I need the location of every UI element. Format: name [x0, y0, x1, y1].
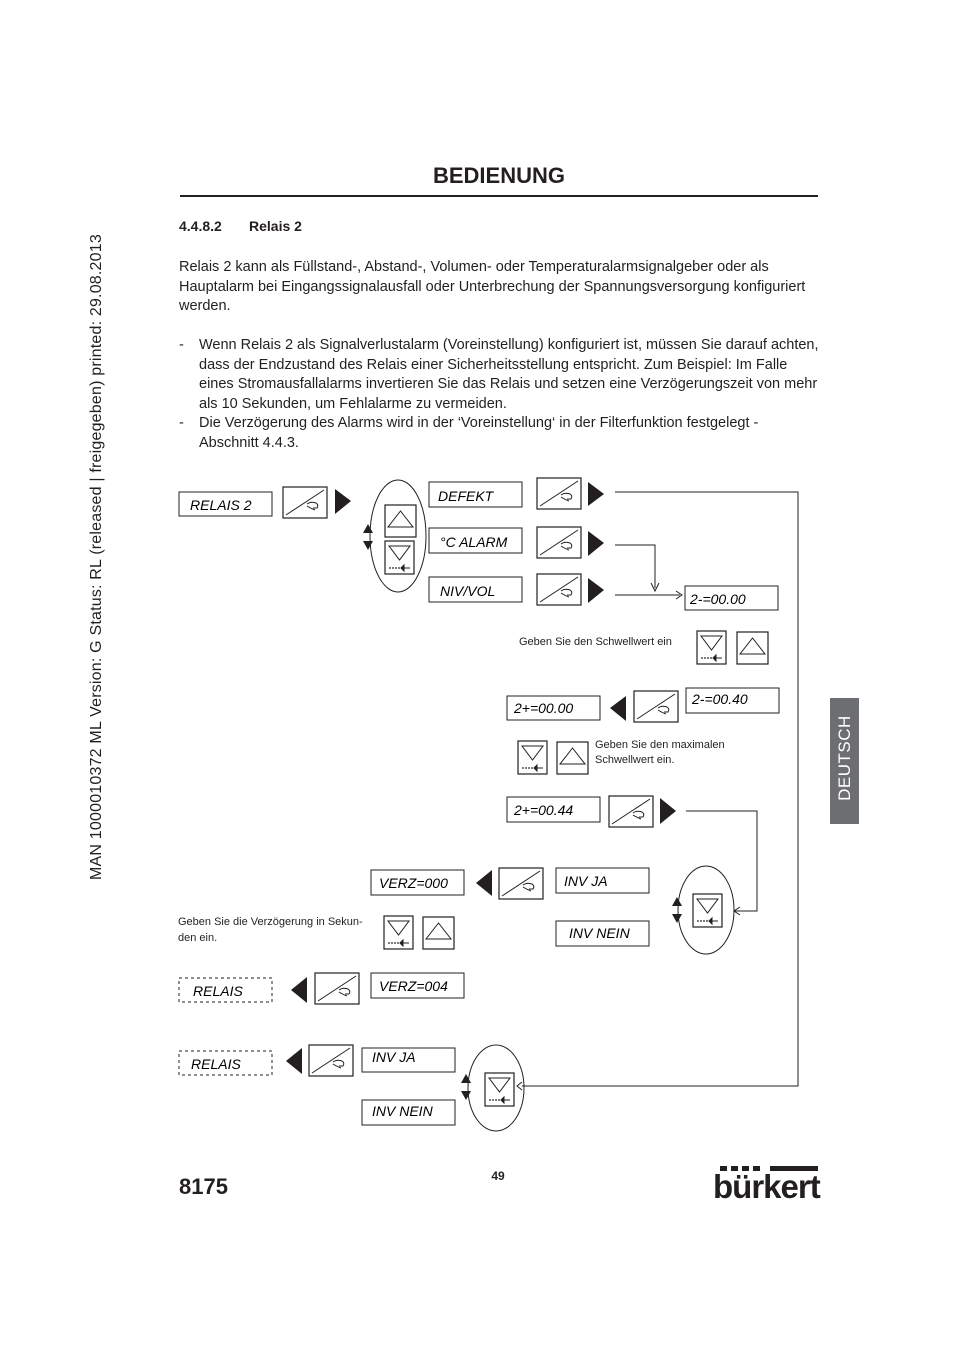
language-tab-label: DEUTSCH: [835, 715, 854, 801]
list-item-text: Wenn Relais 2 als Signalverlustalarm (Voreinstellung) konfiguriert ist, müssen Sie darauf achten, dass der Endzustand des Relais einer Sicherheitsstellung entspricht. Zum Beispiel: Im Falle eines Stromausfallalarms invertieren Sie das Relais und setzen eine Verzögerungszeit von mehr als 10 Sekunden, um Fehlalarme zu vermeiden.: [199, 337, 819, 412]
up-button: [737, 632, 768, 664]
lcd-niv-vol: NIV/VOL: [440, 583, 496, 599]
lcd-low-threshold-set: 2-=00.40: [692, 691, 748, 707]
down-button: [384, 916, 413, 949]
lcd-high-threshold-set: 2+=00.44: [514, 802, 574, 818]
down-button: [697, 631, 726, 664]
note-delay-line1: Geben Sie die Verzögerung in Sekun-: [178, 916, 363, 928]
enter-button: [315, 973, 359, 1004]
enter-button: [537, 527, 581, 558]
up-button: [557, 742, 588, 774]
enter-button: [537, 574, 581, 605]
arrow-right-icon: [660, 798, 676, 824]
arrow-left-icon: [476, 870, 492, 896]
note-delay-line2: den ein.: [178, 932, 218, 944]
enter-button: [499, 868, 543, 899]
section-number: 4.4.8.2: [179, 218, 222, 234]
enter-button: [283, 487, 327, 518]
lcd-inv-ja: INV JA: [372, 1049, 416, 1065]
enter-button: [609, 796, 653, 827]
lcd-relais: RELAIS: [191, 1056, 241, 1072]
lcd-inv-ja: INV JA: [564, 873, 608, 889]
enter-button: [309, 1045, 353, 1076]
lcd-c-alarm: °C ALARM: [440, 534, 508, 550]
brand-logo: bürkert: [713, 1168, 820, 1205]
language-tab: [830, 698, 859, 824]
note-threshold: Geben Sie den Schwellwert ein: [519, 636, 672, 648]
page-number: 49: [491, 1169, 505, 1183]
lcd-low-threshold: 2-=00.00: [690, 591, 746, 607]
lcd-relais2: RELAIS 2: [190, 497, 252, 513]
document-status-sidebar: MAN 1000010372 ML Version: G Status: RL (released | freigegeben) printed: 29.08.2013: [88, 234, 105, 880]
note-max-threshold-line2: Schwellwert ein.: [595, 754, 675, 766]
enter-button: [634, 691, 678, 722]
model-number: 8175: [179, 1174, 228, 1199]
section-title: Relais 2: [249, 218, 302, 234]
lcd-delay-set: VERZ=004: [379, 978, 448, 994]
list-dash: -: [179, 415, 184, 431]
arrow-right-icon: [588, 482, 604, 506]
down-button: [485, 1073, 514, 1106]
lcd-relais: RELAIS: [193, 983, 243, 999]
lcd-delay: VERZ=000: [379, 875, 448, 891]
lcd-high-threshold: 2+=00.00: [514, 700, 574, 716]
list-item-text: Die Verzögerung des Alarms wird in der ‘Voreinstellung‘ in der Filterfunktion festgelegt - Abschnitt 4.4.3.: [199, 415, 759, 451]
down-button: [385, 541, 414, 574]
arrow-right-icon: [335, 489, 351, 514]
intro-paragraph: Relais 2 kann als Füllstand-, Abstand-, Volumen- oder Temperaturalarmsignalgeber oder als Hauptalarm bei Eingangssignalausfall oder Unterbrechung der Spannungsversorgung konfiguriert werden.: [179, 259, 806, 314]
page-title: BEDIENUNG: [432, 163, 565, 188]
arrow-left-icon: [291, 977, 307, 1003]
down-button: [518, 741, 547, 774]
arrow-left-icon: [286, 1048, 302, 1074]
up-button: [423, 917, 454, 949]
lcd-inv-nein: INV NEIN: [569, 925, 630, 941]
up-button: [385, 505, 416, 537]
enter-button: [537, 478, 581, 509]
arrow-right-icon: [588, 531, 604, 556]
lcd-defekt: DEFEKT: [438, 488, 494, 504]
arrow-right-icon: [588, 578, 604, 603]
lcd-inv-nein: INV NEIN: [372, 1103, 433, 1119]
note-max-threshold-line1: Geben Sie den maximalen: [595, 739, 725, 751]
arrow-left-icon: [610, 696, 626, 721]
list-dash: -: [179, 337, 184, 353]
down-button: [693, 894, 722, 927]
